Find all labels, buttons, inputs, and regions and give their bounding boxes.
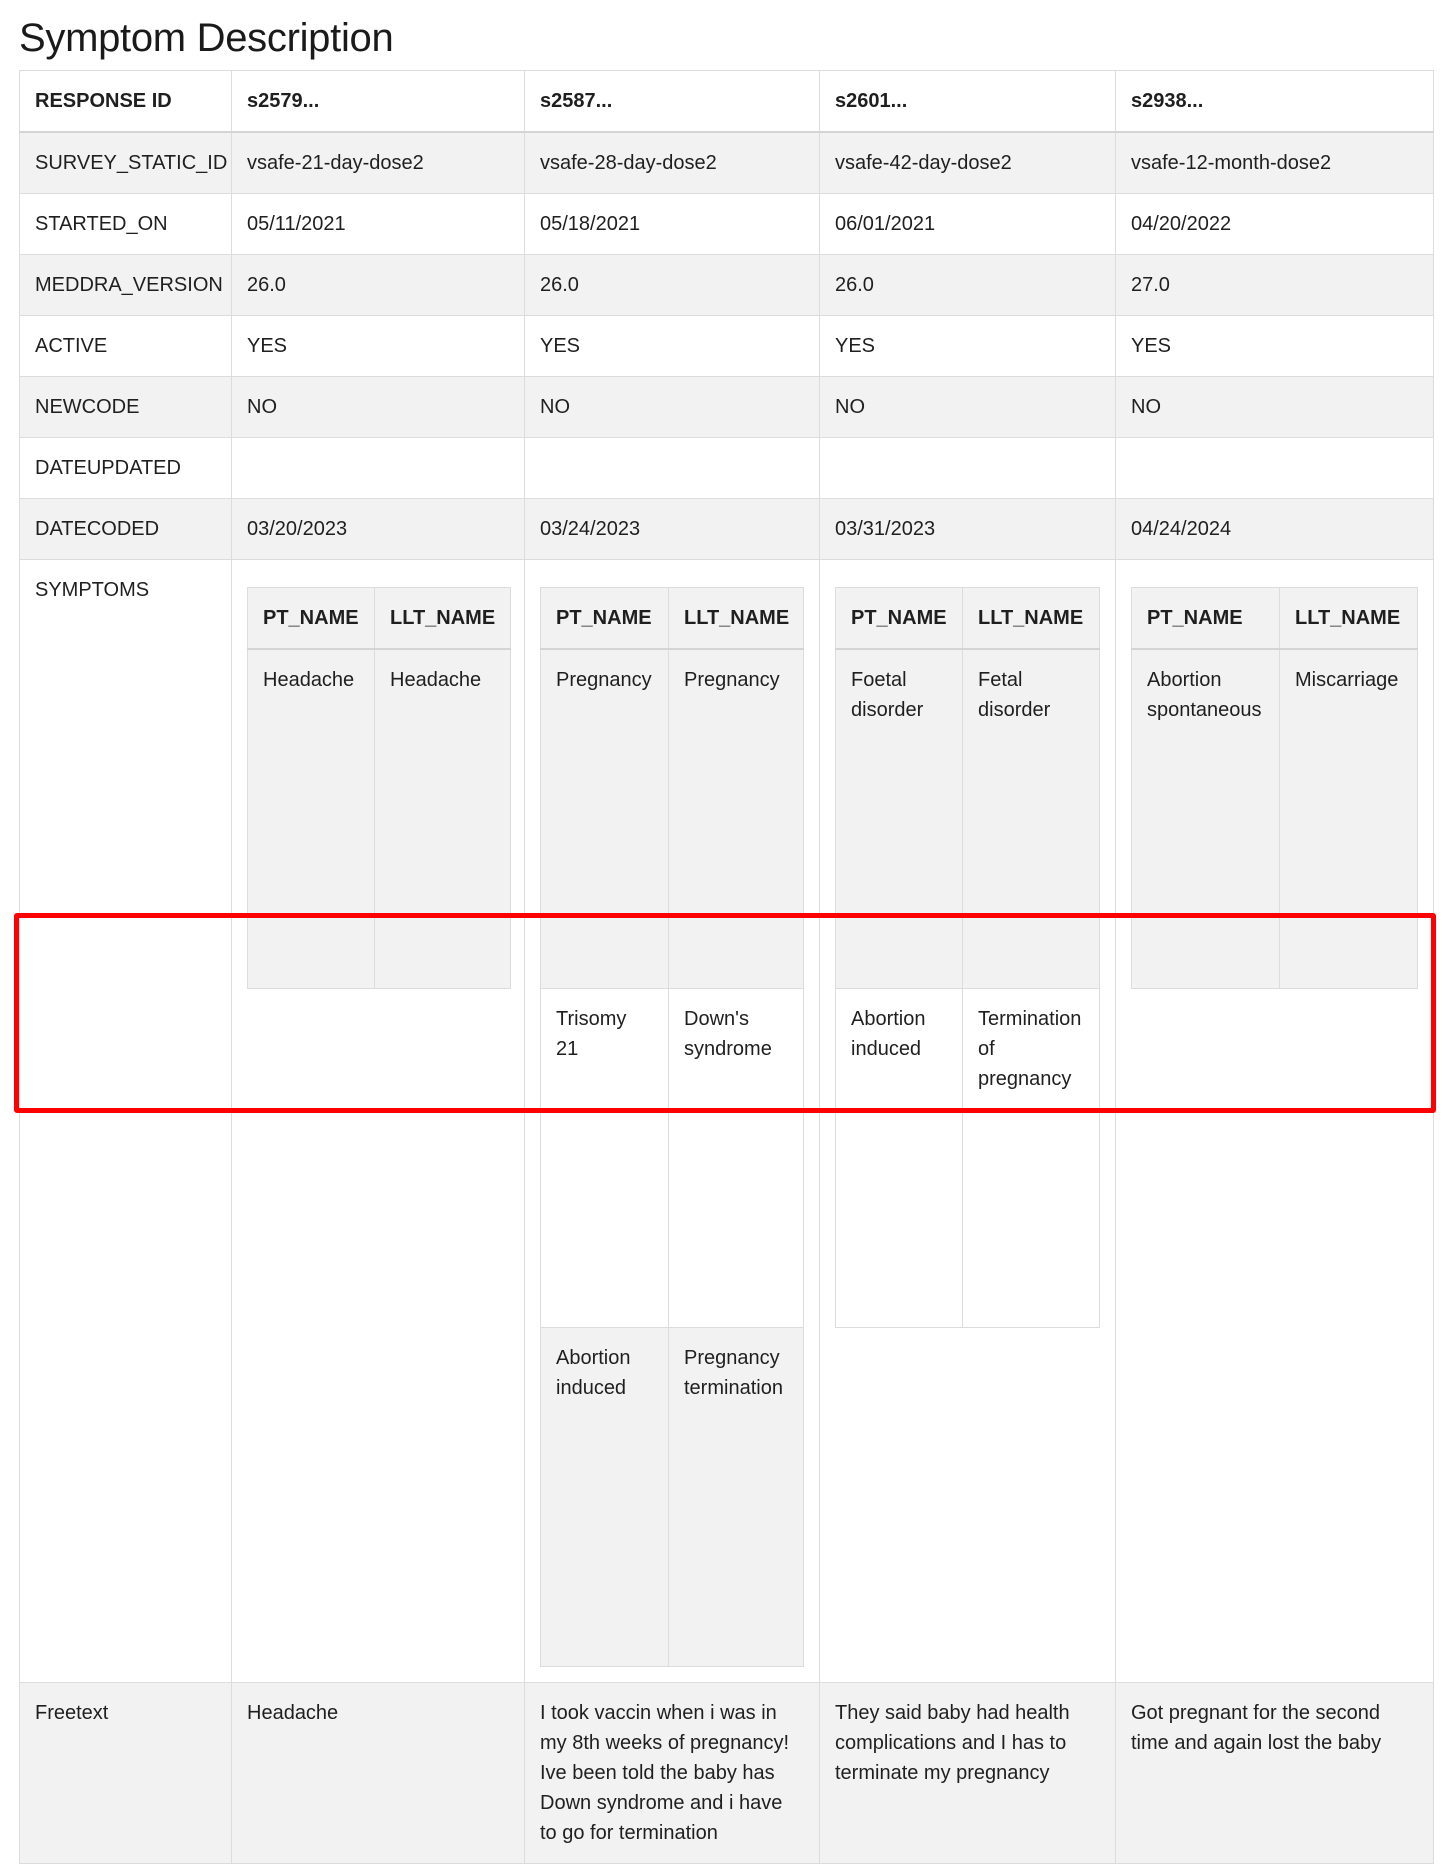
cell: vsafe-12-month-dose2 — [1116, 132, 1434, 194]
cell: NO — [525, 377, 820, 438]
symptoms-cell — [1116, 560, 1434, 1683]
table-row — [20, 194, 1434, 255]
symptom-description-table — [19, 70, 1434, 1864]
header-label: RESPONSE ID — [20, 71, 232, 133]
table-row — [20, 316, 1434, 377]
row-label: SYMPTOMS — [20, 560, 232, 1683]
symptoms-cell — [232, 560, 525, 1683]
cell: YES — [820, 316, 1116, 377]
table-row — [20, 377, 1434, 438]
table-row — [20, 255, 1434, 316]
symptoms-cell — [525, 560, 820, 1683]
pt-name: Abortion induced — [541, 1327, 669, 1666]
row-label: NEWCODE — [20, 377, 232, 438]
symptom-row — [248, 649, 511, 988]
pt-name: Abortion spontaneous — [1132, 649, 1280, 988]
llt-name: Termination of pregnancy — [963, 988, 1100, 1327]
cell: 26.0 — [525, 255, 820, 316]
cell — [232, 438, 525, 499]
header-row — [20, 71, 1434, 133]
cell: YES — [232, 316, 525, 377]
symptoms-subtable — [540, 587, 804, 1667]
cell — [525, 438, 820, 499]
cell: 27.0 — [1116, 255, 1434, 316]
pt-name: Pregnancy — [541, 649, 669, 988]
table-row — [20, 438, 1434, 499]
symptom-row — [541, 1327, 804, 1666]
cell — [820, 438, 1116, 499]
row-label: STARTED_ON — [20, 194, 232, 255]
row-label: ACTIVE — [20, 316, 232, 377]
response-id-header: s2601... — [820, 71, 1116, 133]
symptoms-subtable — [835, 587, 1100, 1328]
cell: 26.0 — [232, 255, 525, 316]
symptoms-subtable — [1131, 587, 1418, 989]
freetext-cell: Headache — [232, 1682, 525, 1863]
cell: vsafe-28-day-dose2 — [525, 132, 820, 194]
pt-name-header: PT_NAME — [541, 588, 669, 650]
llt-name: Headache — [375, 649, 511, 988]
freetext-cell: I took vaccin when i was in my 8th weeks of pregnancy! Ive been told the baby has Down syndrome and i have to go for termination — [525, 1682, 820, 1863]
cell: 04/20/2022 — [1116, 194, 1434, 255]
pt-name: Abortion induced — [836, 988, 963, 1327]
table-row — [20, 132, 1434, 194]
llt-name: Pregnancy — [669, 649, 804, 988]
symptom-row — [1132, 649, 1418, 988]
cell: 03/20/2023 — [232, 499, 525, 560]
row-label: SURVEY_STATIC_ID — [20, 132, 232, 194]
cell: 03/24/2023 — [525, 499, 820, 560]
cell: YES — [1116, 316, 1434, 377]
response-id-header: s2938... — [1116, 71, 1434, 133]
symptoms-subtable — [247, 587, 511, 989]
row-label: DATEUPDATED — [20, 438, 232, 499]
freetext-cell: Got pregnant for the second time and again lost the baby — [1116, 1682, 1434, 1863]
cell: vsafe-42-day-dose2 — [820, 132, 1116, 194]
llt-name: Down's syndrome — [669, 988, 804, 1327]
pt-name: Foetal disorder — [836, 649, 963, 988]
cell: 26.0 — [820, 255, 1116, 316]
llt-name: Fetal disorder — [963, 649, 1100, 988]
symptoms-cell — [820, 560, 1116, 1683]
response-id-header: s2587... — [525, 71, 820, 133]
pt-name: Trisomy 21 — [541, 988, 669, 1327]
llt-name-header: LLT_NAME — [1280, 588, 1418, 650]
cell: 04/24/2024 — [1116, 499, 1434, 560]
cell: 03/31/2023 — [820, 499, 1116, 560]
cell: NO — [820, 377, 1116, 438]
row-label: DATECODED — [20, 499, 232, 560]
pt-name-header: PT_NAME — [836, 588, 963, 650]
symptom-row — [836, 988, 1100, 1327]
symptom-row — [836, 649, 1100, 988]
symptoms-row — [20, 560, 1434, 1683]
page-title: Symptom Description — [19, 16, 394, 60]
row-label: MEDDRA_VERSION — [20, 255, 232, 316]
freetext-cell: They said baby had health complications and I has to terminate my pregnancy — [820, 1682, 1116, 1863]
llt-name-header: LLT_NAME — [963, 588, 1100, 650]
symptom-row — [541, 649, 804, 988]
cell: YES — [525, 316, 820, 377]
pt-name: Headache — [248, 649, 375, 988]
symptom-row — [541, 988, 804, 1327]
pt-name-header: PT_NAME — [1132, 588, 1280, 650]
cell: 06/01/2021 — [820, 194, 1116, 255]
cell: NO — [1116, 377, 1434, 438]
llt-name: Pregnancy termination — [669, 1327, 804, 1666]
pt-name-header: PT_NAME — [248, 588, 375, 650]
cell: vsafe-21-day-dose2 — [232, 132, 525, 194]
cell — [1116, 438, 1434, 499]
llt-name: Miscarriage — [1280, 649, 1418, 988]
cell: 05/11/2021 — [232, 194, 525, 255]
cell: NO — [232, 377, 525, 438]
table-row — [20, 499, 1434, 560]
row-label: Freetext — [20, 1682, 232, 1863]
freetext-row — [20, 1682, 1434, 1863]
llt-name-header: LLT_NAME — [375, 588, 511, 650]
response-id-header: s2579... — [232, 71, 525, 133]
llt-name-header: LLT_NAME — [669, 588, 804, 650]
cell: 05/18/2021 — [525, 194, 820, 255]
